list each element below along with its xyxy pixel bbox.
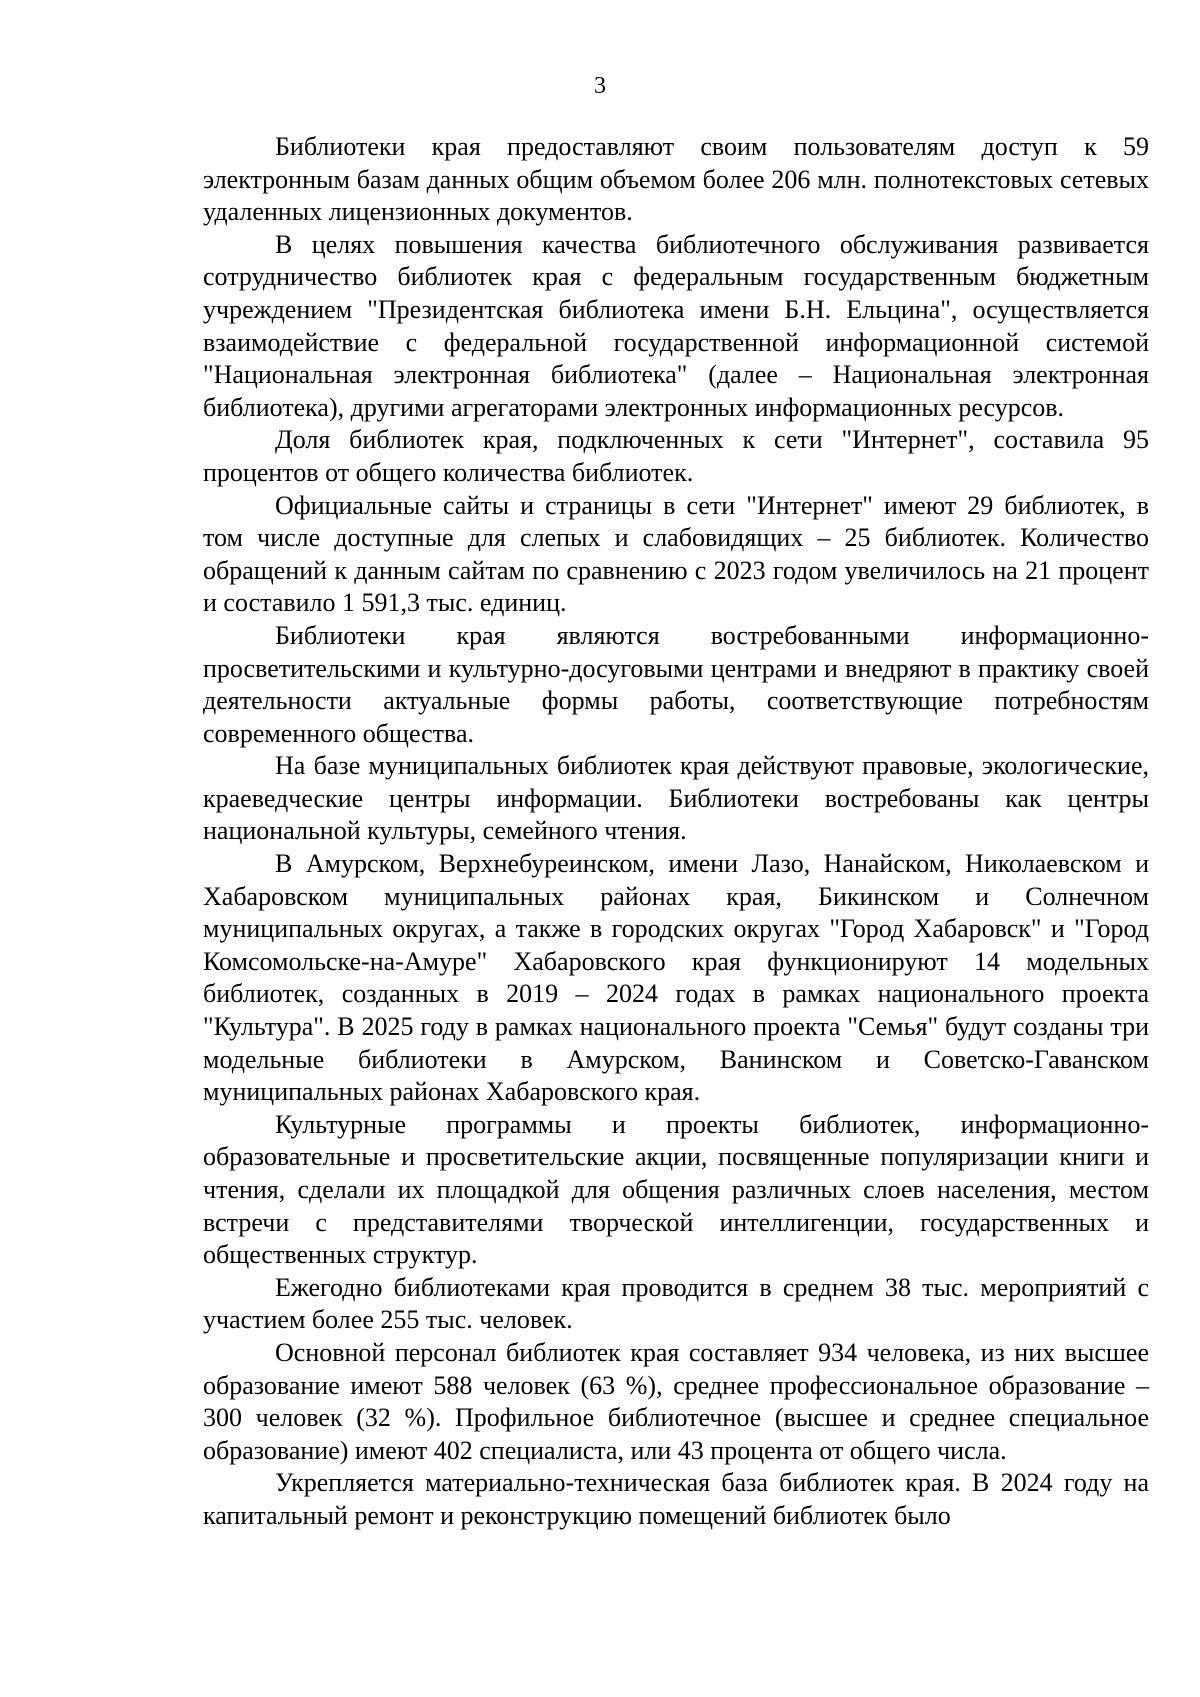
document-body (203, 131, 1149, 1533)
paragraph-library-cooperation: В целях повышения качества библиотечного обслуживания развивается сотрудничество библиотек края с федеральным государственным бюджетным учреждением "Президентская библиотека имени Б.Н. Ельцина", осуществляется взаимодействие с федеральной государственной информационной системой "Национальная электронная библиотека" (далее – Национальная электронная библиотека), другими агрегаторами электронных информационных ресурсов. (203, 229, 1149, 422)
page-number: 3 (594, 73, 606, 99)
paragraph-internet-connection: Доля библиотек края, подключенных к сети "Интернет", составила 95 процентов от общего количества библиотек. (203, 425, 1149, 487)
paragraph-annual-events: Ежегодно библиотеками края проводится в среднем 38 тыс. мероприятий с участием более 255 тыс. человек. (203, 1272, 1149, 1335)
paragraph-information-centers: На базе муниципальных библиотек края действуют правовые, экологические, краеведческие центры информации. Библиотеки востребованы как центры национальной культуры, семейного чтения. (203, 751, 1149, 846)
paragraph-material-base: Укрепляется материально-техническая база библиотек края. В 2024 году на капитальный ремонт и реконструкцию помещений библиотек было (203, 1468, 1149, 1530)
paragraph-cultural-centers: Библиотеки края являются востребованными информационно-просветительскими и культурно-досуговыми центрами и внедряют в практику своей деятельности актуальные формы работы, соответствующие потребностям современного общества. (203, 620, 1149, 748)
paragraph-cultural-programs: Культурные программы и проекты библиотек, информационно-образовательные и просветительские акции, посвященные популяризации книги и чтения, сделали их площадкой для общения различных слоев населения, местом встречи с представителями творческой интеллигенции, государственных и общественных структур. (203, 1109, 1149, 1270)
paragraph-library-staff: Основной персонал библиотек края составляет 934 человека, из них высшее образование имеют 588 человек (63 %), среднее профессиональное образование – 300 человек (32 %). Профильное библиотечное (высшее и среднее специальное образование) имеют 402 специалиста, или 43 процента от общего числа. (203, 1337, 1149, 1465)
paragraph-model-libraries: В Амурском, Верхнебуреинском, имени Лазо, Нанайском, Николаевском и Хабаровском муниципальных районах края, Бикинском и Солнечном муниципальных округах, а также в городских округах "Город Хабаровск" и "Город Комсомольске-на-Амуре" Хабаровского края функционируют 14 модельных библиотек, созданных в 2019 – 2024 годах в рамках национального проекта "Культура". В 2025 году в рамках национального проекта "Семья" будут созданы три модельные библиотеки в Амурском, Ванинском и Советско-Гаванском муниципальных районах Хабаровского края. (203, 849, 1149, 1107)
paragraph-official-websites: Официальные сайты и страницы в сети "Интернет" имеют 29 библиотек, в том числе доступные для слепых и слабовидящих – 25 библиотек. Количество обращений к данным сайтам по сравнению с 2023 годом увеличилось на 21 процент и составило 1 591,3 тыс. единиц. (203, 490, 1149, 618)
paragraph-electronic-databases: Библиотеки края предоставляют своим пользователям доступ к 59 электронным базам данных общим объемом более 206 млн. полнотекстовых сетевых удаленных лицензионных документов. (203, 132, 1149, 227)
